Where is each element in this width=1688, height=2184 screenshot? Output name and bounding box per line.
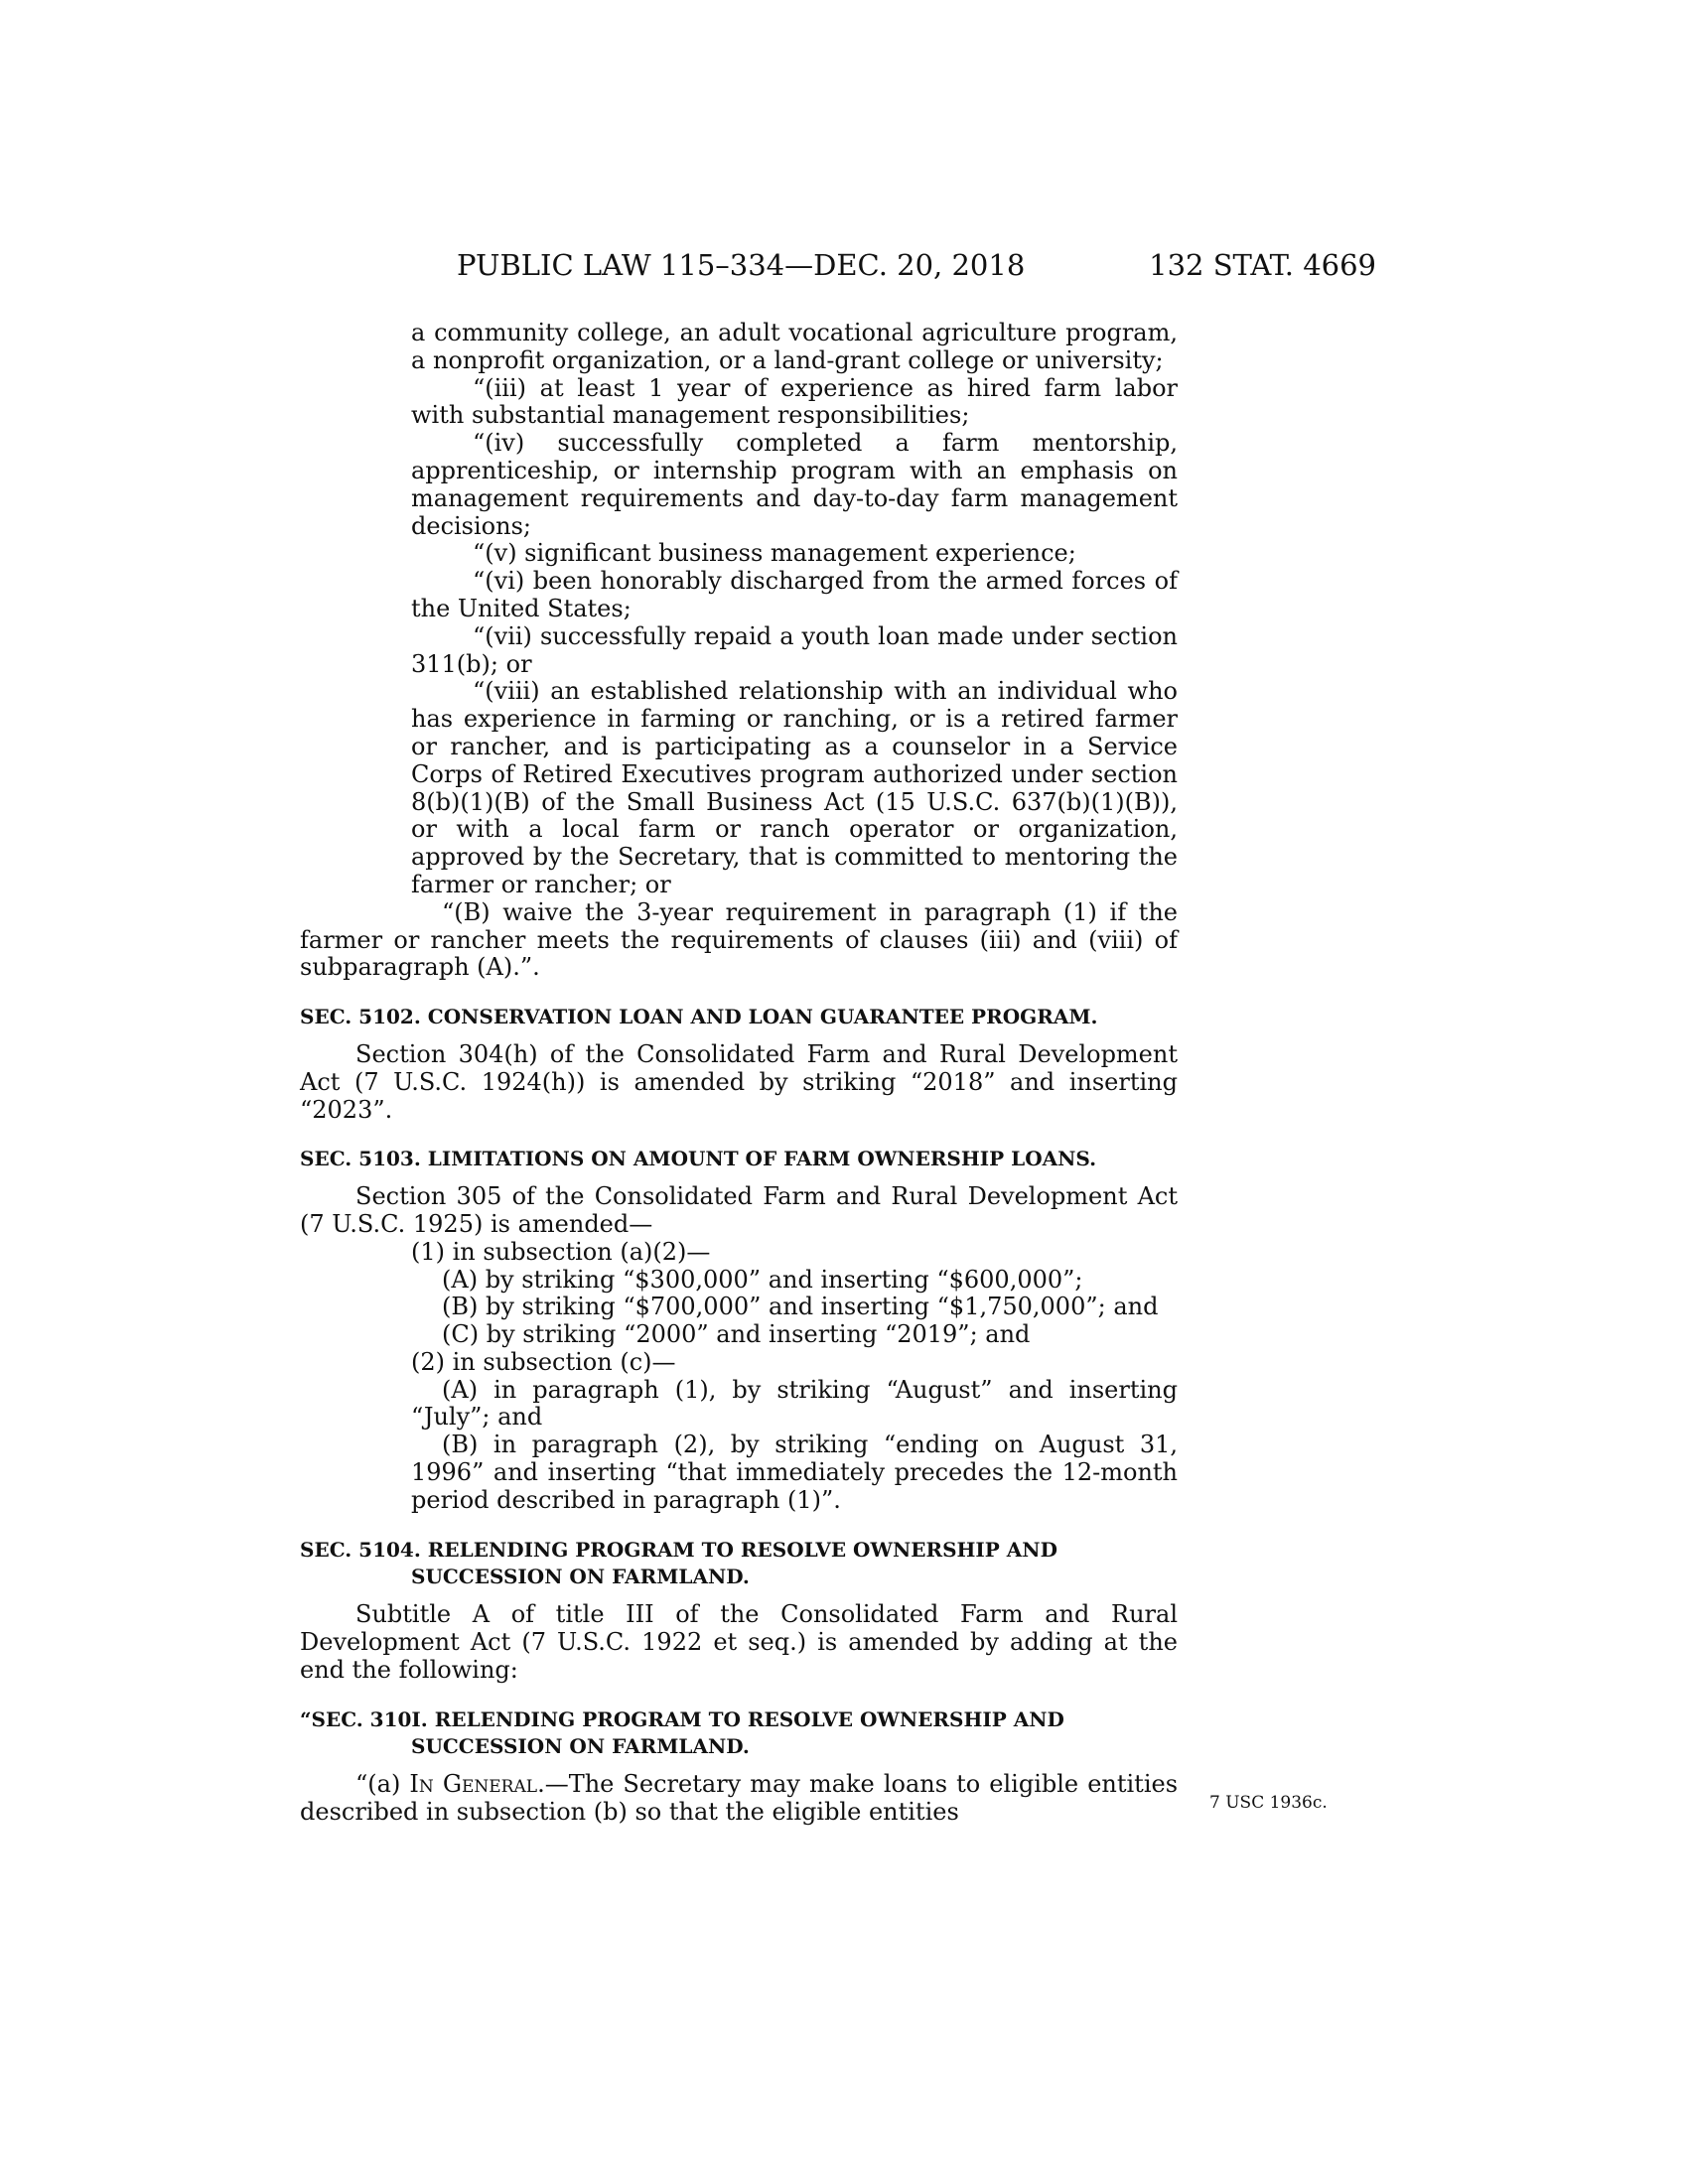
subsection-heading: In General [409,1770,538,1799]
text-line: “(viii) an established relationship with an individual who has experience in farming or ranching, or is a retired farmer or rancher, and is participating as a counselor in a Service Corps of Retired Executives program authorized under section 8(b)(1)(B) of the Small Business Act (15 U.S.C. 637(b)(1)(B)), or with a local farm or ranch operator or organization, approved by the Secretary, that is committed to mentoring the farmer or rancher; or [411,677,1178,898]
running-head: PUBLIC LAW 115–334—DEC. 20, 2018 [457,248,1026,282]
text-line: “(v) significant business management experience; [473,539,1076,568]
section-paragraph: Section 305 of the Consolidated Farm and Rural Development Act (7 U.S.C. 1925) is amended— [300,1182,1178,1238]
text-line: a community college, an adult vocational agriculture program, a nonprofit organization, or a land-grant college or university; [411,319,1178,374]
section-heading-5102: SEC. 5102. CONSERVATION LOAN AND LOAN GUARANTEE PROGRAM. [300,1005,1098,1029]
text-line: “(iii) at least 1 year of experience as hired farm labor with substantial management responsibilities; [411,373,1178,430]
subsection-lead: “(a) [355,1770,410,1799]
section-heading-310I: “SEC. 310I. RELENDING PROGRAM TO RESOLVE OWNERSHIP AND SUCCESSION ON FARMLAND. [300,1706,1064,1759]
list-item: (B) by striking “$700,000” and inserting “$1,750,000”; and [442,1293,1159,1321]
subsection-paragraph [300,1771,1178,1827]
section-heading-5104: SEC. 5104. RELENDING PROGRAM TO RESOLVE OWNERSHIP AND SUCCESSION ON FARMLAND. [300,1537,1057,1589]
text-line: “(B) waive the 3-year requirement in paragraph (1) if the farmer or rancher meets the requirements of clauses (iii) and (viii) of subparagraph (A).”. [300,897,1178,982]
page-header [0,248,1688,288]
list-item: (A) in paragraph (1), by striking “August” and inserting “July”; and [411,1375,1178,1432]
margin-citation: 7 USC 1936c. [1209,1793,1328,1813]
section-heading-5103: SEC. 5103. LIMITATIONS ON AMOUNT OF FARM OWNERSHIP LOANS. [300,1147,1097,1171]
subsection-text: .—The Secretary may make loans to eligible entities described in subsection (b) so that the eligible entities [300,1770,1179,1827]
list-item: (2) in subsection (c)— [411,1347,676,1376]
section-paragraph: Section 304(h) of the Consolidated Farm and Rural Development Act (7 U.S.C. 1924(h)) is amended by striking “2018” and inserting “2023”. [300,1039,1178,1124]
list-item: (B) in paragraph (2), by striking “ending on August 31, 1996” and inserting “that immediately precedes the 12-month period described in paragraph (1)”. [411,1431,1178,1514]
text-line: “(vii) successfully repaid a youth loan made under section 311(b); or [411,621,1178,678]
section-paragraph: Subtitle A of title III of the Consolidated Farm and Rural Development Act (7 U.S.C. 1922 et seq.) is amended by adding at the end the following: [300,1600,1178,1684]
list-item: (1) in subsection (a)(2)— [411,1237,711,1266]
list-item: (C) by striking “2000” and inserting “2019”; and [442,1320,1031,1349]
text-line: “(iv) successfully completed a farm mentorship, apprenticeship, or internship program with an emphasis on management requirements and day-to-day farm management decisions; [411,429,1178,540]
list-item: (A) by striking “$300,000” and inserting “$600,000”; [442,1265,1083,1294]
page-number: 132 STAT. 4669 [1149,248,1376,282]
document-body [300,320,1178,1827]
text-line: “(vi) been honorably discharged from the armed forces of the United States; [411,567,1178,622]
